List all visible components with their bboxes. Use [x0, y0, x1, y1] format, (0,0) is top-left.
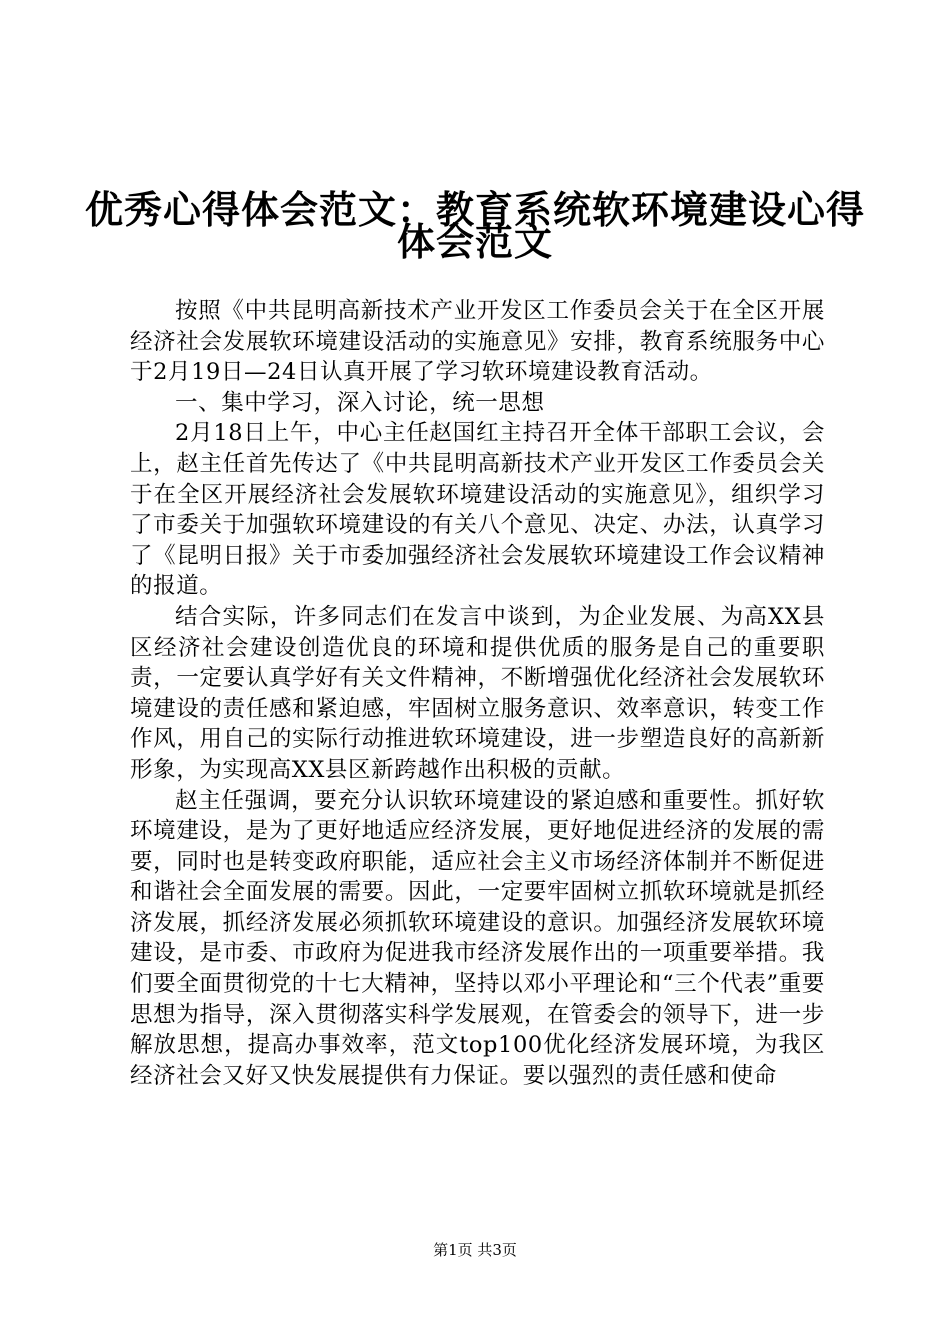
paragraph: 按照《中共昆明高新技术产业开发区工作委员会关于在全区开展经济社会发展软环境建设活动的实施意见》安排，教育系统服务中心于2月19日—24日认真开展了学习软环境建设教育活动。 [130, 298, 825, 386]
document-title-continued: 体会范文 [396, 220, 553, 264]
document-title: 优秀心得体会范文：教育系统软环境建设心得 [84, 188, 865, 232]
paragraph: 赵主任强调，要充分认识软环境建设的紧迫感和重要性。抓好软环境建设，是为了更好地适应经济发展，更好地促进经济的发展的需要，同时也是转变政府职能，适应社会主义市场经济体制并不断促进和谐社会全面发展的需要。因此，一定要牢固树立抓软环境就是抓经济发展，抓经济发展必须抓软环境建设的意识。加强经济发展软环境建设，是市委、市政府为促进我市经济发展作出的一项重要举措。我们要全面贯彻党的十七大精神，坚持以邓小平理论和“三个代表”重要思想为指导，深入贯彻落实科学发展观，在管委会的领导下，进一步解放思想，提高办事效率，范文top100优化经济发展环境，为我区经济社会又好又快发展提供有力保证。要以强烈的责任感和使命 [130, 787, 825, 1089]
page-footer: 第1页 共3页 [433, 1241, 517, 1259]
document-body [130, 296, 825, 1091]
paragraph: 2月18日上午，中心主任赵国红主持召开全体干部职工会议，会上，赵主任首先传达了《中共昆明高新技术产业开发区工作委员会关于在全区开展经济社会发展软环境建设活动的实施意见》，组织学习了市委关于加强软环境建设的有关八个意见、决定、办法，认真学习了《昆明日报》关于市委加强经济社会发展软环境建设工作会议精神的报道。 [130, 420, 825, 600]
paragraph: 结合实际，许多同志们在发言中谈到，为企业发展、为高XX县区经济社会建设创造优良的环境和提供优质的服务是自己的重要职责，一定要认真学好有关文件精神，不断增强优化经济社会发展软环境建设的责任感和紧迫感，牢固树立服务意识、效率意识，转变工作作风，用自己的实际行动推进软环境建设，进一步塑造良好的高新新形象，为实现高XX县区新跨越作出积极的贡献。 [130, 603, 825, 783]
section-heading: 一、集中学习，深入讨论，统一思想 [175, 389, 545, 416]
